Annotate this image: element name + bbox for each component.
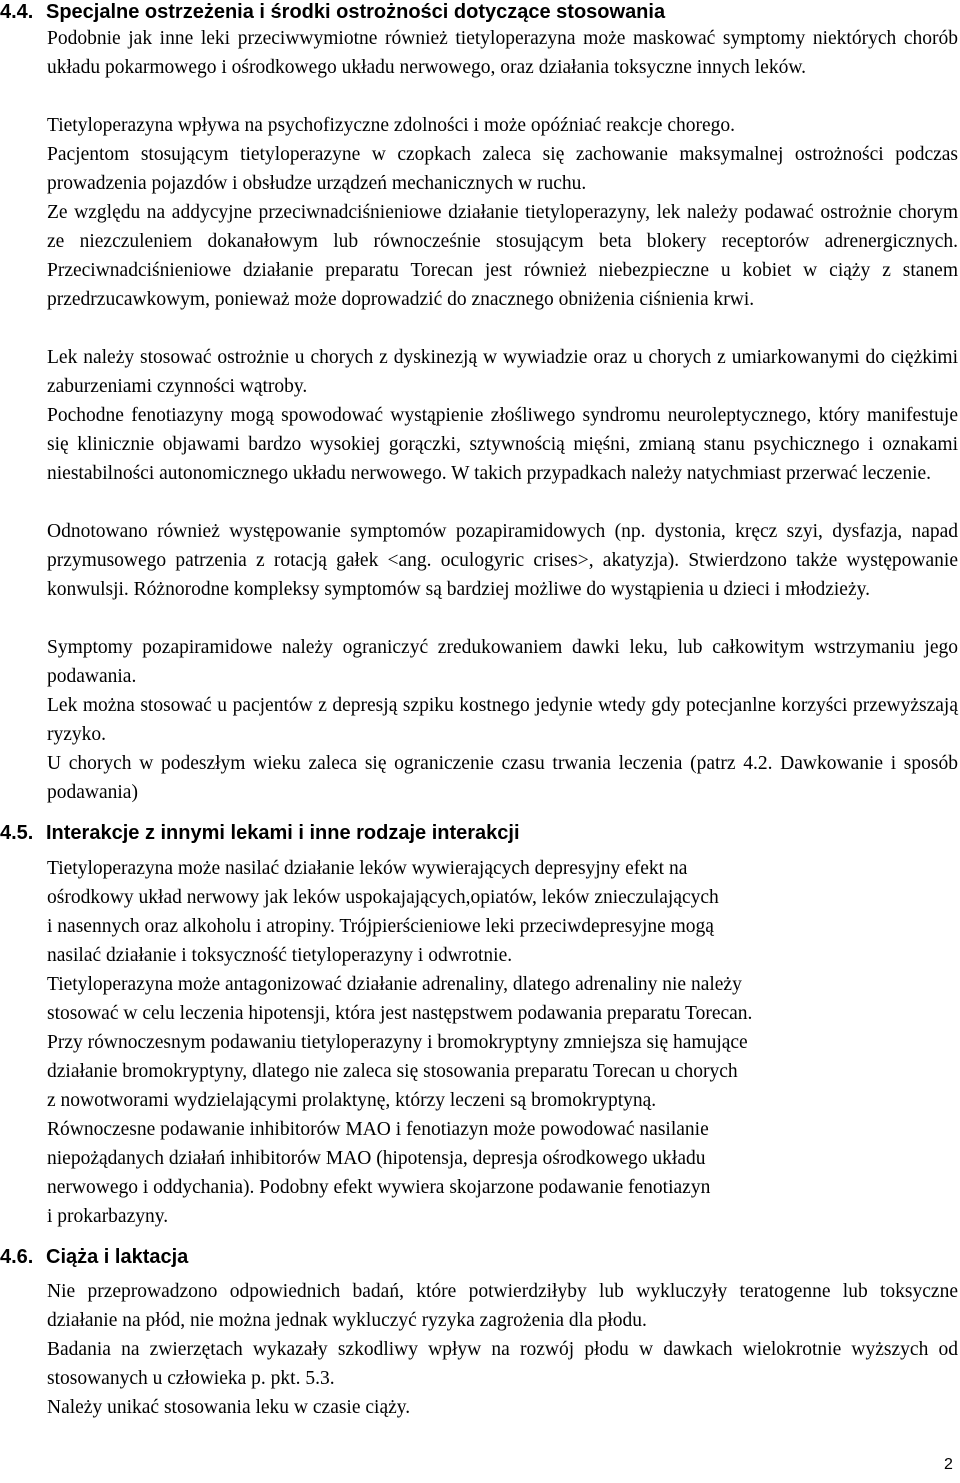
section-heading-4-6	[0, 1245, 188, 1269]
section-title: Specjalne ostrzeżenia i środki ostrożności dotyczące stosowania	[46, 1, 666, 23]
page-number: 2	[944, 1456, 953, 1473]
section-number: 4.4.	[0, 1, 34, 23]
paragraph: Lek należy stosować ostrożnie u chorych z dyskinezją w wywiadzie oraz u chorych z umiarkowanymi do ciężkimi zaburzeniami czynności wątroby.	[47, 347, 958, 397]
paragraph: Symptomy pozapiramidowe należy ograniczyć zredukowaniem dawki leku, lub całkowitym wstrzymaniu jego podawania.	[47, 637, 958, 687]
paragraph: Lek można stosować u pacjentów z depresją szpiku kostnego jedynie wtedy gdy potecjanlne korzyści przewyższają ryzyko.	[47, 695, 958, 745]
paragraph: U chorych w podeszłym wieku zaleca się ograniczenie czasu trwania leczenia (patrz 4.2. Dawkowanie i sposób podawania)	[47, 753, 958, 803]
text-line: ośrodkowy układ nerwowy jak leków uspokajających,opiatów, leków znieczulających	[47, 887, 719, 908]
text-line: nerwowego i oddychania). Podobny efekt wywiera skojarzone podawanie fenotiazyn	[47, 1177, 711, 1198]
paragraph: Podobnie jak inne leki przeciwwymiotne również tietyloperazyna może maskować symptomy niektórych chorób układu pokarmowego i ośrodkowego układu nerwowego, oraz działania toksyczne innych leków.	[47, 28, 958, 78]
paragraph: Ze względu na addycyjne przeciwnadciśnieniowe działanie tietyloperazyny, lek należy podawać ostrożnie chorym ze niezczuleniem dokanałowym lub równocześnie stosującym beta blokery receptorów adrenergicznych. Przeciwnadciśnieniowe działanie preparatu Torecan jest również niebezpieczne u kobiet w ciąży z stanem przedrzucawkowym, ponieważ może doprowadzić do znacznego obniżenia ciśnienia krwi.	[47, 202, 958, 310]
section-number: 4.6.	[0, 1246, 34, 1268]
text-line: z nowotworami wydzielającymi prolaktynę, którzy leczeni są bromokryptyną.	[47, 1090, 657, 1111]
text-line: i nasennych oraz alkoholu i atropiny. Trójpierścieniowe leki przeciwdepresyjne mogą	[47, 916, 714, 937]
section-number: 4.5.	[0, 822, 34, 844]
text-line: nasilać działanie i toksyczność tietyloperazyny i odwrotnie.	[47, 945, 513, 966]
paragraph: Badania na zwierzętach wykazały szkodliwy wpływ na rozwój płodu w dawkach wielokrotnie wyższych od stosowanych u człowieka p. pkt. 5.3.	[47, 1339, 958, 1389]
text-line: stosować w celu leczenia hipotensji, która jest następstwem podawania preparatu Torecan.	[47, 1003, 753, 1024]
paragraph: Należy unikać stosowania leku w czasie ciąży.	[47, 1397, 411, 1418]
section-heading-4-5	[0, 821, 520, 845]
text-line: działanie bromokryptyny, dlatego nie zaleca się stosowania preparatu Torecan u chorych	[47, 1061, 738, 1082]
paragraph: Tietyloperazyna wpływa na psychofizyczne zdolności i może opóźniać reakcje chorego.	[47, 115, 736, 136]
paragraph: Nie przeprowadzono odpowiednich badań, które potwierdziłyby lub wykluczyły teratogenne lub toksyczne działanie na płód, nie można jednak wykluczyć ryzyka zagrożenia dla płodu.	[47, 1281, 958, 1331]
text-line: Przy równoczesnym podawaniu tietyloperazyny i bromokryptyny zmniejsza się hamujące	[47, 1032, 748, 1053]
section-title: Interakcje z innymi lekami i inne rodzaje interakcji	[46, 822, 520, 844]
section-heading-4-4	[0, 0, 665, 24]
section-title: Ciąża i laktacja	[46, 1246, 189, 1268]
paragraph: Odnotowano również występowanie symptomów pozapiramidowych (np. dystonia, kręcz szyi, dysfazja, napad przymusowego patrzenia z rotacją gałek <ang. oculogyric crises>, akatyzja). Stwierdzono także występowanie konwulsji. Różnorodne kompleksy symptomów są bardziej możliwe do wystąpienia u dzieci i młodzieży.	[47, 521, 958, 600]
text-line: Tietyloperazyna może nasilać działanie leków wywierających depresyjny efekt na	[47, 858, 688, 879]
text-line: Równoczesne podawanie inhibitorów MAO i fenotiazyn może powodować nasilanie	[47, 1119, 709, 1140]
paragraph: Pacjentom stosującym tietyloperazyne w czopkach zaleca się zachowanie maksymalnej ostrożności podczas prowadzenia pojazdów i obsłudze urządzeń mechanicznych w ruchu.	[47, 144, 958, 194]
text-line: i prokarbazyny.	[47, 1206, 169, 1227]
text-line: Tietyloperazyna może antagonizować działanie adrenaliny, dlatego adrenaliny nie należy	[47, 974, 742, 995]
text-line: niepożądanych działań inhibitorów MAO (hipotensja, depresja ośrodkowego układu	[47, 1148, 706, 1169]
paragraph: Pochodne fenotiazyny mogą spowodować wystąpienie złośliwego syndromu neuroleptycznego, który manifestuje się klinicznie objawami bardzo wysokiej gorączki, sztywnością mięśni, zmianą stanu psychicznego i oznakami niestabilności autonomicznego układu nerwowego. W takich przypadkach należy natychmiast przerwać leczenie.	[47, 405, 958, 484]
